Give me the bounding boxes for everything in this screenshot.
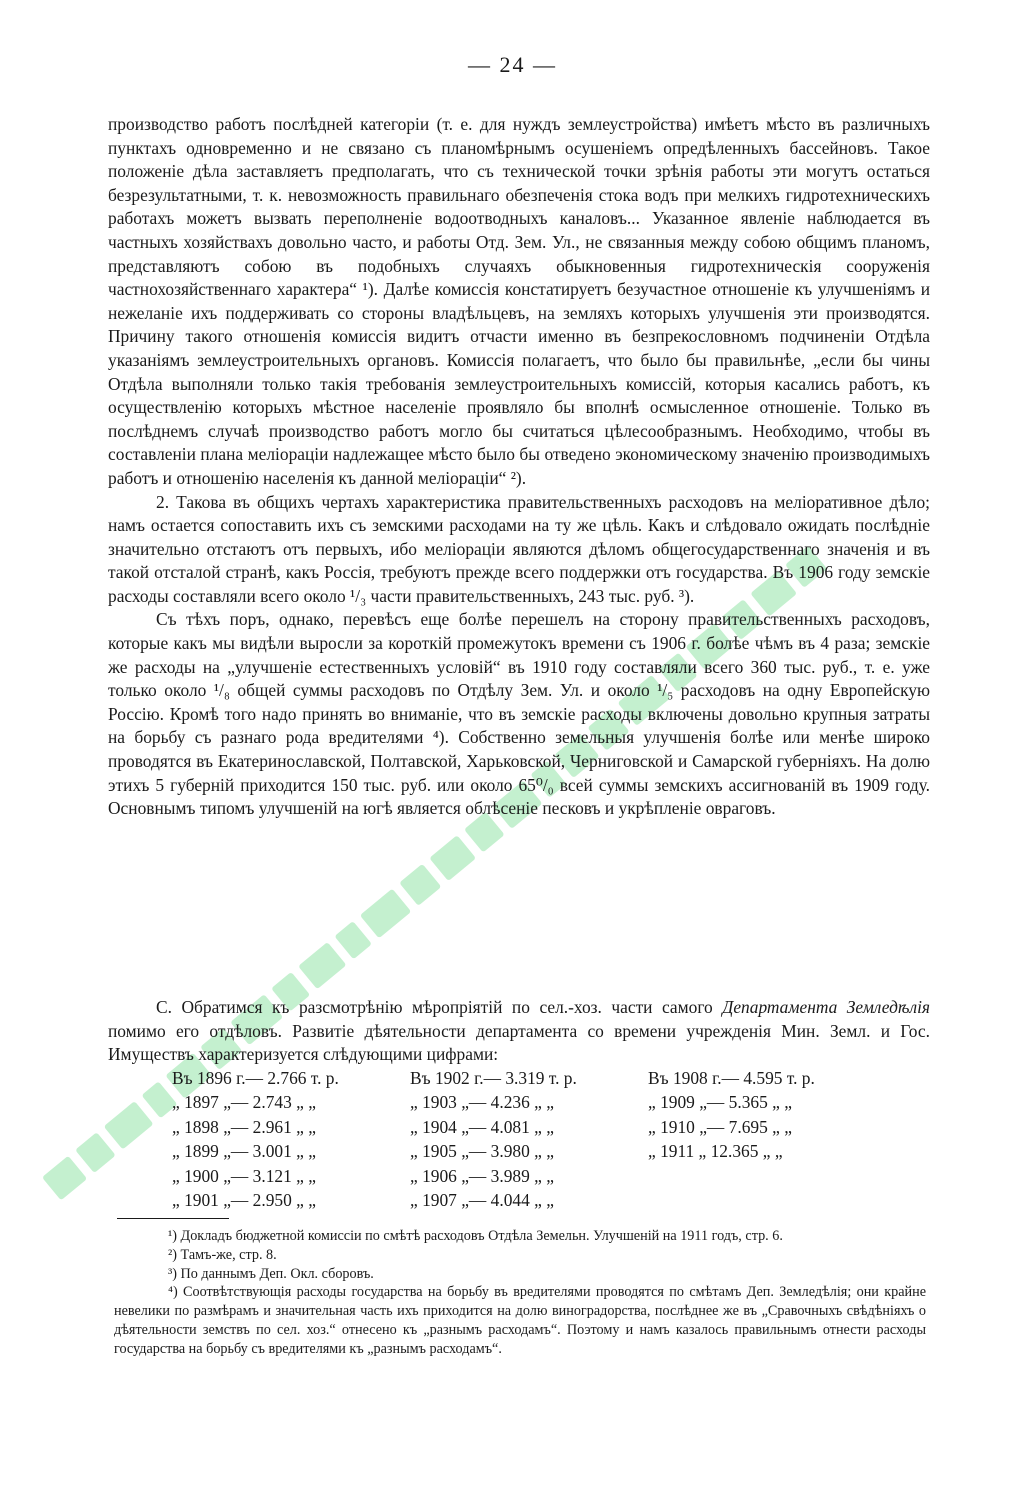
section-c-paragraph	[108, 996, 930, 1067]
footnote-4: ⁴) Соотвѣтствующія расходы государства на борьбу въ вредителями проводятся по смѣтамъ Деп. Земледѣлія; они крайне невелики по размѣрамъ и значительная часть ихъ приходится на долю виноградорства, послѣднее же въ „Сравочныхъ свѣдѣніяхъ о дѣятельности земствъ по сел. хоз.“ отнесено къ „разнымъ расходамъ“. Поэтому и намъ казалось правильнымъ отнести расходы государства на борьбу съ вредителями къ „разнымъ расходамъ“.	[114, 1284, 926, 1357]
table-cell: „ 1909 „— 5.365 „ „	[648, 1092, 792, 1113]
footnote-2: ²) Тамъ-же, стр. 8.	[168, 1246, 277, 1263]
department-name: Департамента Земледѣлія	[722, 997, 930, 1017]
table-row	[172, 1166, 815, 1190]
table-row	[172, 1141, 815, 1165]
body-text	[108, 113, 930, 821]
table-row	[172, 1092, 815, 1116]
table-cell: „ 1900 „— 3.121 „ „	[172, 1165, 316, 1186]
footnote-divider	[117, 1218, 229, 1219]
table-cell: „ 1903 „— 4.236 „ „	[410, 1092, 554, 1113]
expenditure-figures-table	[172, 1068, 815, 1214]
table-cell: „ 1910 „— 7.695 „ „	[648, 1116, 792, 1137]
section-c-rest: помимо его отдѣловъ. Развитіе дѣятельности департамента со времени учрежденія Мин. Земл. и Гос. Имуществъ характеризуется слѣдующими цифрами:	[108, 1020, 930, 1065]
footnote-3: ³) По даннымъ Деп. Окл. сборовъ.	[168, 1265, 374, 1282]
table-cell: „ 1899 „— 3.001 „ „	[172, 1141, 316, 1162]
table-cell: „ 1898 „— 2.961 „ „	[172, 1116, 316, 1137]
table-row	[172, 1190, 815, 1214]
table-cell	[648, 1190, 815, 1214]
section-c	[108, 996, 930, 1067]
table-cell	[648, 1166, 815, 1190]
table-cell: Въ 1908 г.— 4.595 т. р.	[648, 1068, 815, 1088]
paragraph-3: Съ тѣхъ поръ, однако, перевѣсъ еще болѣе перешелъ на сторону правительственныхъ расходовъ, которые какъ мы видѣли выросли за короткій промежутокъ времени съ 1906 г. болѣе чѣмъ въ 4 раза; земскіе же расходы на „улучшеніе естественныхъ условій“ въ 1910 году составляли всего 360 тыс. руб., т. е. уже только около ¹/₈ общей суммы расходовъ по Отдѣлу Зем. Ул. и около ¹/₅ расходовъ на одну Европейскую Россію. Кромѣ того надо принять во вниманіе, что въ земскіе расходы включены довольно крупныя затраты на борьбу съ разнаго рода вредителями ⁴). Собственно земельныя улучшенія болѣе или менѣе широко проводятся въ Екатеринославской, Полтавской, Харьковской, Черниговской и Самарской губерніяхъ. На долю этихъ 5 губерній приходится 150 тыс. руб. или около 65⁰/₀ всей суммы земскихъ ассигнованій въ 1909 году. Основнымъ типомъ улучшеній на югѣ является облѣсеніе песковъ и укрѣпленіе овраговъ.	[108, 609, 930, 819]
table-cell: Въ 1896 г.— 2.766 т. р.	[172, 1068, 339, 1088]
table-cell: „ 1901 „— 2.950 „ „	[172, 1189, 316, 1210]
table-cell: „ 1904 „— 4.081 „ „	[410, 1116, 554, 1137]
footnotes	[114, 1227, 926, 1359]
footnote-1: ¹) Докладъ бюджетной комиссіи по смѣтѣ расходовъ Отдѣла Земельн. Улучшеній на 1911 годъ, стр. 6.	[168, 1228, 783, 1244]
table-row	[172, 1068, 815, 1092]
paragraph-1: производство работъ послѣдней категоріи (т. е. для нуждъ землеустройства) имѣетъ мѣсто въ различныхъ пунктахъ одновременно и не связано съ планомѣрнымъ осушеніемъ опредѣленныхъ бассейновъ. Такое положеніе дѣла заставляетъ предполагать, что съ технической точки зрѣнія работы эти могутъ остаться безрезультатными, т. к. невозможность правильнаго обезпеченія стока водъ при мелкихъ гидротехническихъ работахъ можетъ вызвать переполненіе водоотводныхъ каналовъ... Указанное явленіе наблюдается въ частныхъ хозяйствахъ довольно часто, и работы Отд. Зем. Ул., не связанныя между собою общимъ планомъ, представляютъ собою въ подобныхъ случаяхъ обыкновенныя гидротехническія сооруженія частнохозяйственнаго характера“ ¹). Далѣе комиссія констатируетъ безучастное отношеніе къ улучшеніямъ и нежеланіе ихъ поддерживать со стороны владѣльцевъ, на земляхъ которыхъ улучшенія эти производятся. Причину такого отношенія комиссія видитъ отчасти именно въ безпрекословномъ подчиненіи Отдѣла указаніямъ землеустроительныхъ органовъ. Комиссія полагаетъ, что было бы правильнѣе, „если бы чины Отдѣла выполняли только такія требованія землеустроительныхъ комиссій, которыя касались работъ, къ осуществленію которыхъ мѣстное населеніе проявляло бы вполнѣ осмысленное отношеніе. Только въ послѣднемъ случаѣ производство работъ могло бы считаться цѣлесообразнымъ. Необходимо, чтобы въ составленіи плана меліораціи надлежащее мѣсто было бы отведено экономическому значенію производимыхъ работъ и отношенію населенія къ данной меліораціи“ ²).	[108, 114, 930, 488]
table-cell: „ 1906 „— 3.989 „ „	[410, 1165, 554, 1186]
table-cell: „ 1911 „ 12.365 „ „	[648, 1141, 783, 1162]
table-cell: „ 1897 „— 2.743 „ „	[172, 1092, 316, 1113]
table-cell: „ 1905 „— 3.980 „ „	[410, 1141, 554, 1162]
table-cell: „ 1907 „— 4.044 „ „	[410, 1189, 554, 1210]
section-c-lead: С. Обратимся къ разсмотрѣнію мѣропріятій по сел.-хоз. части самого	[156, 997, 713, 1017]
table-cell: Въ 1902 г.— 3.319 т. р.	[410, 1068, 577, 1088]
page-number: — 24 —	[468, 52, 557, 77]
table-row	[172, 1117, 815, 1141]
paragraph-2: 2. Такова въ общихъ чертахъ характеристика правительственныхъ расходовъ на меліоративное дѣло; намъ остается сопоставить ихъ съ земскими расходами на ту же цѣль. Какъ и слѣдовало ожидать послѣдніе значительно отстаютъ отъ первыхъ, ибо меліораціи являются дѣломъ общегосударственнаго значенія и въ такой отсталой странѣ, какъ Россія, требуютъ прежде всего поддержки отъ государства. Въ 1906 году земскіе расходы составляли всего около ¹/₃ части правительственныхъ, 243 тыс. руб. ³).	[108, 491, 930, 606]
